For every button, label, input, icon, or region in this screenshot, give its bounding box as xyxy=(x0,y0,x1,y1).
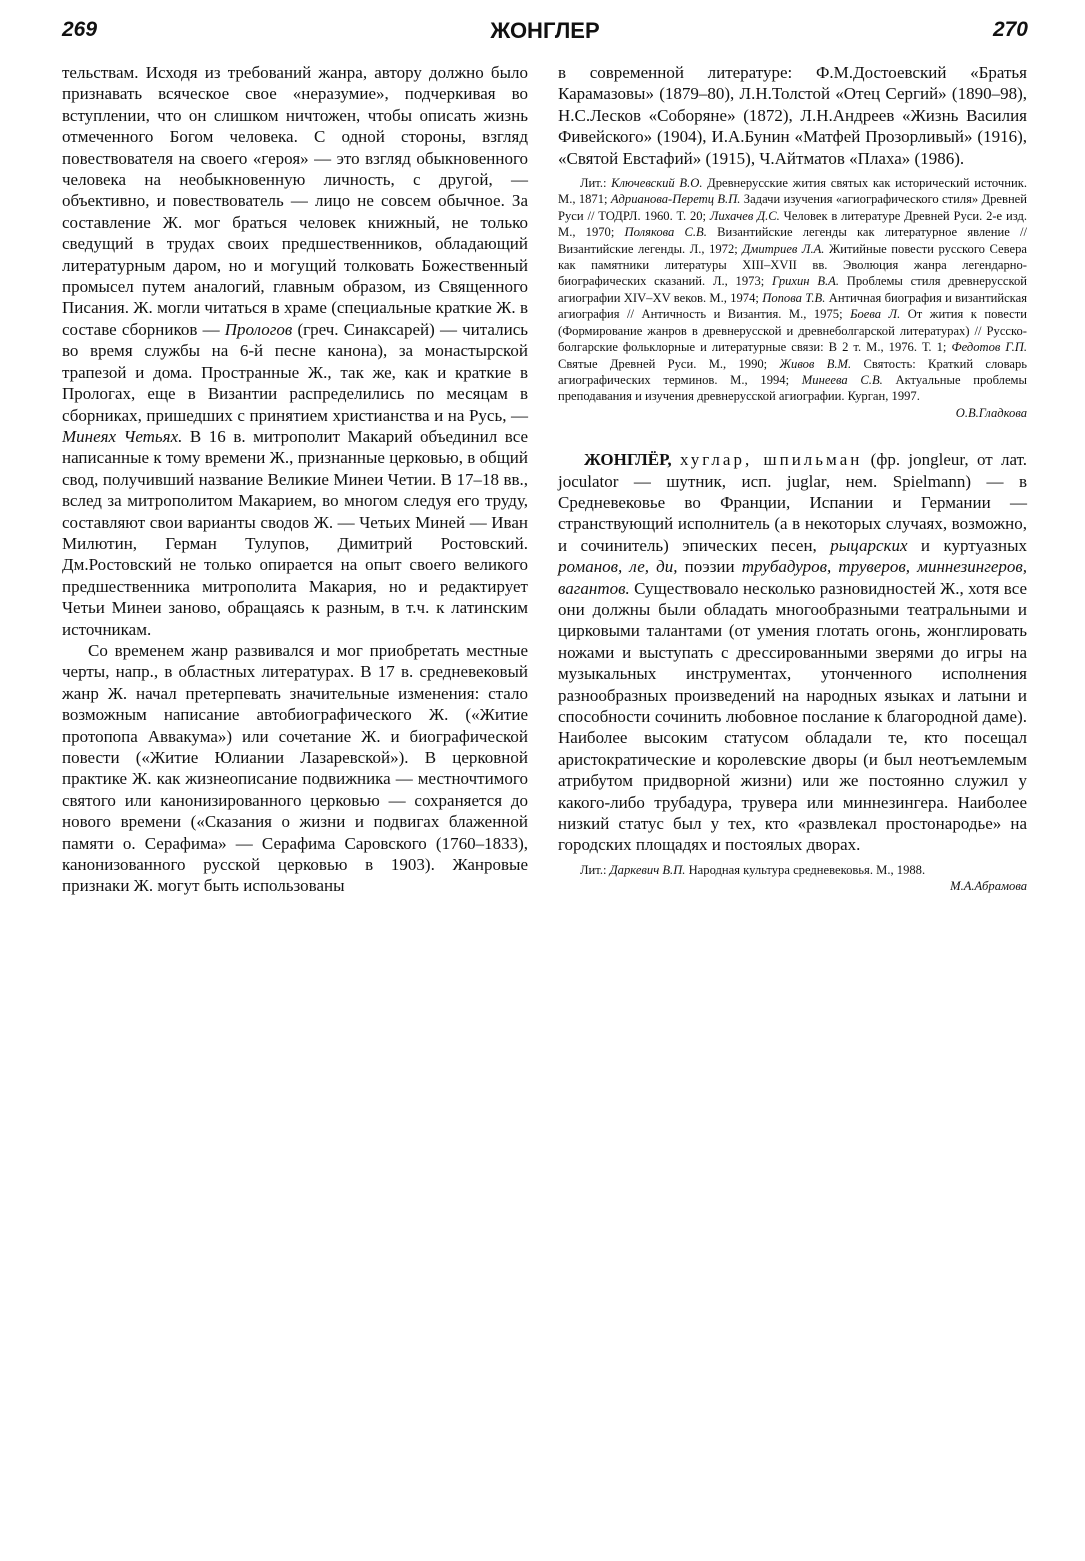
page-header xyxy=(62,18,1028,52)
bibliography-2: Лит.: Даркевич В.П. Народная культура средневековья. М., 1988. xyxy=(580,862,926,877)
entry-zhongler: ЖОНГЛЁР, хуглар, шпильман (фр. jongleur, от лат. joculator — шутник, исп. juglar, нем. Spielmann) — в Средневековье во Франции, Испании и Германии — странствующий исполнитель (а в некоторых случаях, возможно, и сочинитель) эпических песен, рыцарских и куртуазных романов, ле, ди, поэзии трубадуров, труверов, миннезингеров, вагантов. Существовало несколько разновидностей Ж., хотя все они должны были обладать многообразными театральными и цирковыми талантами (от умения глотать огонь, жонглировать ножами и выступать с дрессированными зверями до игры на музыкальных инструментах, утонченного исполнения разнообразных произведений на народных языках и латыни и способности сочинить любовное послание к благородной даме). Наиболее высоким статусом обладали те, кто посещал аристократические и королевские дворы (и был неотъемлемым атрибутом придворной жизни) или же постоянно служил у какого-либо трубадура, трувера или миннезингера. Наиболее низкий статус был у тех, кто «развлекал простонародье» на городских площадях и постоялых дворах. xyxy=(558,450,1028,855)
page-number-left: 269 xyxy=(62,18,98,41)
author-signature-1: О.В.Гладкова xyxy=(955,405,1027,420)
left-paragraph-2: Со временем жанр развивался и мог приобретать местные черты, напр., в областных литературах. В 17 в. средневековый жанр Ж. начал претерпевать значительные изменения: стало возможным написание автобиографического Ж. («Житие протопопа Аввакума») или сочетание Ж. и биографической повести («Житие Юлиании Лазаревской»). В церковной практике Ж. как жизнеописание подвижника — местночтимого святого или канонизированного церковью — сохраняется до нового времени («Сказания о жизни и подвигах блаженной памяти о. Серафима» — Серафима Саровского (1760–1833), канонизованного русской церковью в 1903). Жанровые признаки Ж. могут быть использованы xyxy=(62,640,528,896)
entry-headword: ЖОНГЛЁР, xyxy=(584,450,672,470)
right-paragraph-1: в современной литературе: Ф.М.Достоевский «Братья Карамазовы» (1879–80), Л.Н.Толстой «Отец Сергий» (1890–98), Н.С.Лесков «Соборяне» (1872), Л.Н.Андреев «Жизнь Василия Фивейского» (1904), И.А.Бунин «Матфей Прозорливый» (1916), «Святой Евстафий» (1915), Ч.Айтматов «Плаха» (1986). xyxy=(558,63,1027,168)
right-column xyxy=(558,62,1027,895)
page-number-right: 270 xyxy=(992,18,1028,41)
left-paragraph-1: тельствам. Исходя из требований жанра, автору должно было признавать всяческое свое «неразумие», подчеркивая во вступлении, что он слишком ничтожен, чтобы описать жизнь отмеченного Богом человека. С одной стороны, взгляд повествователя на своего «героя» — это взгляд обыкновенного человека на необыкновенную личность, с другой, — объективно, и повествователь — лицо не совсем обычное. За составление Ж. мог браться человек книжный, не только сведущий в трудах своих предшественников, обладающий литературным даром, но и могущий толковать Божественный промысел путем аналогий, главным образом, из Священного Писания. Ж. могли читаться в храме (специальные краткие Ж. в составе сборников — Прологов (греч. Синаксарей) — читались во время службы на 6-й песне канона), за монастырской трапезой и дома. Пространные Ж., так же, как и краткие в Прологах, еще в Византии распределились по месяцам в сборниках, пришедших с принятием христианства и на Русь, — Минеях Четьях. В 16 в. митрополит Макарий объединил все написанные к тому времени Ж., признанные церковью, в общий свод, получивший название Великие Минеи Четии. В 17–18 вв., вслед за митрополитом Макарием, во многом следуя его труду, составляют свои варианты сводов Ж. — Четьих Миней — Иван Милютин, Герман Тулупов, Димитрий Ростовский. Дм.Ростовский не только опирается на опыт своего великого предшественника митрополита Макария, но и редактирует Четьи Минеи заново, обращаясь к разным, в т.ч. к латинским источникам. xyxy=(62,63,528,639)
entry-synonyms: хуглар, шпильман xyxy=(679,450,863,470)
running-title: ЖОНГЛЕР xyxy=(490,18,600,43)
left-column xyxy=(62,62,528,897)
author-signature-2: М.А.Абрамова xyxy=(950,879,1027,894)
bibliography-1: Лит.: Ключевский В.О. Древнерусские жития святых как исторический источник. М., 1871; Адрианова-Перетц В.П. Задачи изучения «агиографического стиля» Древней Руси // ТОДРЛ. 1960. Т. 20; Лихачев Д.С. Человек в литературе Древней Руси. 2-е изд. М., 1970; Полякова С.В. Византийские легенды как литературное явление // Византийские легенды. Л., 1972; Дмитриев Л.А. Житийные повести русского Севера как памятники литературы XIII–XVII вв. Эволюция жанра легендарно-биографических сказаний. Л., 1973; Грихин В.А. Проблемы стиля древнерусской агиографии XIV–XV веков. М., 1974; Попова Т.В. Античная биография и византийская агиография // Античность и Византия. М., 1975; Боева Л. От жития к повести (Формирование жанров в древнерусской и древнеболгарской литературах) // Русско-болгарские фольклорные и литературные связи: В 2 т. М., 1976. Т. 1; Федотов Г.П. Святые Древней Руси. М., 1990; Живов В.М. Святость: Краткий словарь агиографических терминов. М., 1994; Минеева С.В. Актуальные проблемы преподавания и изучения древнерусской агиографии. Курган, 1997. xyxy=(558,176,1028,404)
